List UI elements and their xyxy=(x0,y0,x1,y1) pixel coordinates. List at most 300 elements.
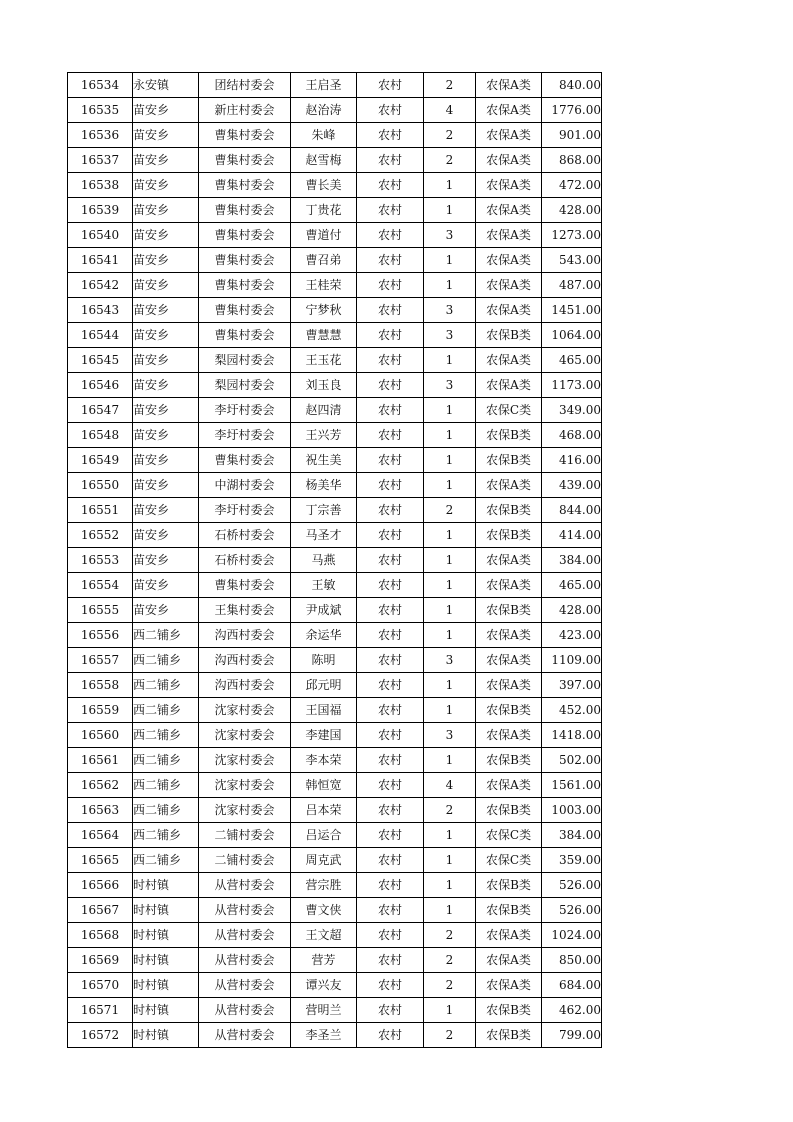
household-count-cell: 3 xyxy=(424,223,476,248)
amount-cell: 526.00 xyxy=(542,873,602,898)
village-committee-cell: 沟西村委会 xyxy=(199,623,291,648)
amount-cell: 465.00 xyxy=(542,348,602,373)
record-id-cell: 16561 xyxy=(68,748,133,773)
table-row xyxy=(68,923,602,948)
amount-cell: 1064.00 xyxy=(542,323,602,348)
table-row xyxy=(68,1023,602,1048)
amount-cell: 397.00 xyxy=(542,673,602,698)
person-name-cell: 营芳 xyxy=(291,948,357,973)
amount-cell: 526.00 xyxy=(542,898,602,923)
residence-type-cell: 农村 xyxy=(357,173,424,198)
person-name-cell: 马燕 xyxy=(291,548,357,573)
amount-cell: 1561.00 xyxy=(542,773,602,798)
town-cell: 苗安乡 xyxy=(133,573,199,598)
household-count-cell: 1 xyxy=(424,848,476,873)
amount-cell: 1003.00 xyxy=(542,798,602,823)
insurance-category-cell: 农保A类 xyxy=(476,148,542,173)
table-row xyxy=(68,648,602,673)
table-row xyxy=(68,773,602,798)
residence-type-cell: 农村 xyxy=(357,398,424,423)
household-count-cell: 4 xyxy=(424,773,476,798)
insurance-category-cell: 农保A类 xyxy=(476,923,542,948)
amount-cell: 1418.00 xyxy=(542,723,602,748)
village-committee-cell: 从营村委会 xyxy=(199,948,291,973)
town-cell: 苗安乡 xyxy=(133,223,199,248)
residence-type-cell: 农村 xyxy=(357,323,424,348)
table-row xyxy=(68,998,602,1023)
amount-cell: 1173.00 xyxy=(542,373,602,398)
household-count-cell: 1 xyxy=(424,823,476,848)
table-row xyxy=(68,198,602,223)
person-name-cell: 曹召弟 xyxy=(291,248,357,273)
table-row xyxy=(68,823,602,848)
table-row xyxy=(68,723,602,748)
record-id-cell: 16562 xyxy=(68,773,133,798)
amount-cell: 799.00 xyxy=(542,1023,602,1048)
record-id-cell: 16551 xyxy=(68,498,133,523)
village-committee-cell: 曹集村委会 xyxy=(199,148,291,173)
insurance-category-cell: 农保B类 xyxy=(476,1023,542,1048)
village-committee-cell: 中湖村委会 xyxy=(199,473,291,498)
amount-cell: 684.00 xyxy=(542,973,602,998)
household-count-cell: 3 xyxy=(424,723,476,748)
town-cell: 苗安乡 xyxy=(133,398,199,423)
town-cell: 苗安乡 xyxy=(133,373,199,398)
town-cell: 西二铺乡 xyxy=(133,623,199,648)
amount-cell: 472.00 xyxy=(542,173,602,198)
record-id-cell: 16550 xyxy=(68,473,133,498)
household-count-cell: 2 xyxy=(424,498,476,523)
village-committee-cell: 从营村委会 xyxy=(199,898,291,923)
table-row xyxy=(68,598,602,623)
town-cell: 时村镇 xyxy=(133,973,199,998)
person-name-cell: 赵雪梅 xyxy=(291,148,357,173)
table-row xyxy=(68,223,602,248)
residence-type-cell: 农村 xyxy=(357,723,424,748)
insurance-category-cell: 农保A类 xyxy=(476,773,542,798)
person-name-cell: 吕本荣 xyxy=(291,798,357,823)
household-count-cell: 1 xyxy=(424,348,476,373)
town-cell: 西二铺乡 xyxy=(133,648,199,673)
residence-type-cell: 农村 xyxy=(357,498,424,523)
record-id-cell: 16570 xyxy=(68,973,133,998)
town-cell: 时村镇 xyxy=(133,948,199,973)
town-cell: 永安镇 xyxy=(133,73,199,98)
household-count-cell: 3 xyxy=(424,373,476,398)
village-committee-cell: 曹集村委会 xyxy=(199,323,291,348)
village-committee-cell: 二铺村委会 xyxy=(199,848,291,873)
village-committee-cell: 曹集村委会 xyxy=(199,223,291,248)
person-name-cell: 赵四清 xyxy=(291,398,357,423)
table-row xyxy=(68,73,602,98)
record-id-cell: 16568 xyxy=(68,923,133,948)
insurance-category-cell: 农保A类 xyxy=(476,348,542,373)
village-committee-cell: 曹集村委会 xyxy=(199,448,291,473)
residence-type-cell: 农村 xyxy=(357,673,424,698)
insurance-category-cell: 农保C类 xyxy=(476,398,542,423)
record-id-cell: 16554 xyxy=(68,573,133,598)
village-committee-cell: 二铺村委会 xyxy=(199,823,291,848)
insurance-category-cell: 农保B类 xyxy=(476,523,542,548)
table-row xyxy=(68,948,602,973)
town-cell: 苗安乡 xyxy=(133,348,199,373)
amount-cell: 349.00 xyxy=(542,398,602,423)
person-name-cell: 谭兴友 xyxy=(291,973,357,998)
household-count-cell: 3 xyxy=(424,323,476,348)
village-committee-cell: 从营村委会 xyxy=(199,973,291,998)
village-committee-cell: 沈家村委会 xyxy=(199,748,291,773)
town-cell: 苗安乡 xyxy=(133,323,199,348)
amount-cell: 1451.00 xyxy=(542,298,602,323)
insurance-category-cell: 农保C类 xyxy=(476,848,542,873)
insurance-category-cell: 农保B类 xyxy=(476,423,542,448)
residence-type-cell: 农村 xyxy=(357,198,424,223)
amount-cell: 468.00 xyxy=(542,423,602,448)
insurance-category-cell: 农保A类 xyxy=(476,973,542,998)
town-cell: 西二铺乡 xyxy=(133,798,199,823)
table-row xyxy=(68,423,602,448)
person-name-cell: 宁梦秋 xyxy=(291,298,357,323)
record-id-cell: 16548 xyxy=(68,423,133,448)
insurance-category-cell: 农保B类 xyxy=(476,448,542,473)
table-row xyxy=(68,523,602,548)
record-id-cell: 16534 xyxy=(68,73,133,98)
village-committee-cell: 沟西村委会 xyxy=(199,648,291,673)
household-count-cell: 1 xyxy=(424,623,476,648)
record-id-cell: 16545 xyxy=(68,348,133,373)
insurance-category-cell: 农保A类 xyxy=(476,73,542,98)
amount-cell: 502.00 xyxy=(542,748,602,773)
amount-cell: 1776.00 xyxy=(542,98,602,123)
residence-type-cell: 农村 xyxy=(357,748,424,773)
person-name-cell: 王兴芳 xyxy=(291,423,357,448)
person-name-cell: 朱峰 xyxy=(291,123,357,148)
record-id-cell: 16566 xyxy=(68,873,133,898)
village-committee-cell: 沈家村委会 xyxy=(199,773,291,798)
residence-type-cell: 农村 xyxy=(357,1023,424,1048)
person-name-cell: 李本荣 xyxy=(291,748,357,773)
town-cell: 西二铺乡 xyxy=(133,823,199,848)
insurance-category-cell: 农保A类 xyxy=(476,123,542,148)
insurance-category-cell: 农保B类 xyxy=(476,873,542,898)
record-id-cell: 16558 xyxy=(68,673,133,698)
amount-cell: 428.00 xyxy=(542,198,602,223)
insurance-category-cell: 农保A类 xyxy=(476,223,542,248)
village-committee-cell: 从营村委会 xyxy=(199,873,291,898)
household-count-cell: 2 xyxy=(424,973,476,998)
residence-type-cell: 农村 xyxy=(357,923,424,948)
person-name-cell: 王国福 xyxy=(291,698,357,723)
residence-type-cell: 农村 xyxy=(357,248,424,273)
amount-cell: 414.00 xyxy=(542,523,602,548)
person-name-cell: 丁宗善 xyxy=(291,498,357,523)
household-count-cell: 3 xyxy=(424,648,476,673)
record-id-cell: 16559 xyxy=(68,698,133,723)
person-name-cell: 邱元明 xyxy=(291,673,357,698)
town-cell: 苗安乡 xyxy=(133,123,199,148)
amount-cell: 462.00 xyxy=(542,998,602,1023)
table-row xyxy=(68,573,602,598)
record-id-cell: 16564 xyxy=(68,823,133,848)
table-row xyxy=(68,448,602,473)
town-cell: 时村镇 xyxy=(133,998,199,1023)
household-count-cell: 4 xyxy=(424,98,476,123)
town-cell: 时村镇 xyxy=(133,898,199,923)
amount-cell: 868.00 xyxy=(542,148,602,173)
residence-type-cell: 农村 xyxy=(357,223,424,248)
insurance-category-cell: 农保B类 xyxy=(476,998,542,1023)
person-name-cell: 营宗胜 xyxy=(291,873,357,898)
residence-type-cell: 农村 xyxy=(357,448,424,473)
person-name-cell: 祝生美 xyxy=(291,448,357,473)
table-row xyxy=(68,398,602,423)
person-name-cell: 李建国 xyxy=(291,723,357,748)
record-id-cell: 16539 xyxy=(68,198,133,223)
residence-type-cell: 农村 xyxy=(357,898,424,923)
person-name-cell: 王桂荣 xyxy=(291,273,357,298)
household-count-cell: 1 xyxy=(424,573,476,598)
record-id-cell: 16572 xyxy=(68,1023,133,1048)
household-count-cell: 1 xyxy=(424,273,476,298)
residence-type-cell: 农村 xyxy=(357,148,424,173)
village-committee-cell: 梨园村委会 xyxy=(199,373,291,398)
town-cell: 苗安乡 xyxy=(133,423,199,448)
insurance-category-cell: 农保A类 xyxy=(476,198,542,223)
household-count-cell: 1 xyxy=(424,748,476,773)
person-name-cell: 王玉花 xyxy=(291,348,357,373)
record-id-cell: 16542 xyxy=(68,273,133,298)
insurance-category-cell: 农保A类 xyxy=(476,248,542,273)
insurance-category-cell: 农保A类 xyxy=(476,723,542,748)
household-count-cell: 2 xyxy=(424,73,476,98)
town-cell: 苗安乡 xyxy=(133,198,199,223)
village-committee-cell: 曹集村委会 xyxy=(199,198,291,223)
record-id-cell: 16549 xyxy=(68,448,133,473)
residence-type-cell: 农村 xyxy=(357,598,424,623)
insurance-category-cell: 农保B类 xyxy=(476,698,542,723)
town-cell: 苗安乡 xyxy=(133,498,199,523)
village-committee-cell: 李圩村委会 xyxy=(199,498,291,523)
record-id-cell: 16567 xyxy=(68,898,133,923)
amount-cell: 439.00 xyxy=(542,473,602,498)
person-name-cell: 余运华 xyxy=(291,623,357,648)
household-count-cell: 1 xyxy=(424,398,476,423)
amount-cell: 428.00 xyxy=(542,598,602,623)
insurance-category-cell: 农保A类 xyxy=(476,948,542,973)
household-count-cell: 2 xyxy=(424,923,476,948)
town-cell: 时村镇 xyxy=(133,1023,199,1048)
record-id-cell: 16560 xyxy=(68,723,133,748)
person-name-cell: 丁贵花 xyxy=(291,198,357,223)
person-name-cell: 尹成斌 xyxy=(291,598,357,623)
town-cell: 苗安乡 xyxy=(133,523,199,548)
record-id-cell: 16571 xyxy=(68,998,133,1023)
village-committee-cell: 曹集村委会 xyxy=(199,298,291,323)
amount-cell: 850.00 xyxy=(542,948,602,973)
amount-cell: 901.00 xyxy=(542,123,602,148)
allowance-table xyxy=(67,72,602,1048)
person-name-cell: 马圣才 xyxy=(291,523,357,548)
amount-cell: 416.00 xyxy=(542,448,602,473)
town-cell: 苗安乡 xyxy=(133,473,199,498)
person-name-cell: 周克武 xyxy=(291,848,357,873)
insurance-category-cell: 农保A类 xyxy=(476,98,542,123)
town-cell: 西二铺乡 xyxy=(133,773,199,798)
insurance-category-cell: 农保A类 xyxy=(476,623,542,648)
table-row xyxy=(68,173,602,198)
record-id-cell: 16546 xyxy=(68,373,133,398)
residence-type-cell: 农村 xyxy=(357,73,424,98)
residence-type-cell: 农村 xyxy=(357,573,424,598)
residence-type-cell: 农村 xyxy=(357,523,424,548)
household-count-cell: 1 xyxy=(424,473,476,498)
household-count-cell: 1 xyxy=(424,548,476,573)
town-cell: 苗安乡 xyxy=(133,173,199,198)
record-id-cell: 16535 xyxy=(68,98,133,123)
table-row xyxy=(68,373,602,398)
village-committee-cell: 沈家村委会 xyxy=(199,723,291,748)
table-row xyxy=(68,548,602,573)
insurance-category-cell: 农保A类 xyxy=(476,298,542,323)
person-name-cell: 王敏 xyxy=(291,573,357,598)
record-id-cell: 16544 xyxy=(68,323,133,348)
record-id-cell: 16540 xyxy=(68,223,133,248)
town-cell: 苗安乡 xyxy=(133,148,199,173)
village-committee-cell: 沈家村委会 xyxy=(199,698,291,723)
town-cell: 时村镇 xyxy=(133,873,199,898)
residence-type-cell: 农村 xyxy=(357,973,424,998)
village-committee-cell: 沟西村委会 xyxy=(199,673,291,698)
village-committee-cell: 从营村委会 xyxy=(199,998,291,1023)
town-cell: 西二铺乡 xyxy=(133,748,199,773)
residence-type-cell: 农村 xyxy=(357,348,424,373)
residence-type-cell: 农村 xyxy=(357,623,424,648)
town-cell: 苗安乡 xyxy=(133,548,199,573)
amount-cell: 384.00 xyxy=(542,823,602,848)
household-count-cell: 1 xyxy=(424,523,476,548)
amount-cell: 359.00 xyxy=(542,848,602,873)
insurance-category-cell: 农保A类 xyxy=(476,548,542,573)
person-name-cell: 曹道付 xyxy=(291,223,357,248)
insurance-category-cell: 农保A类 xyxy=(476,273,542,298)
village-committee-cell: 新庄村委会 xyxy=(199,98,291,123)
residence-type-cell: 农村 xyxy=(357,648,424,673)
village-committee-cell: 梨园村委会 xyxy=(199,348,291,373)
table-row xyxy=(68,148,602,173)
table-row xyxy=(68,698,602,723)
village-committee-cell: 从营村委会 xyxy=(199,1023,291,1048)
amount-cell: 423.00 xyxy=(542,623,602,648)
residence-type-cell: 农村 xyxy=(357,273,424,298)
village-committee-cell: 王集村委会 xyxy=(199,598,291,623)
table-body xyxy=(68,73,602,1048)
village-committee-cell: 曹集村委会 xyxy=(199,273,291,298)
person-name-cell: 吕运合 xyxy=(291,823,357,848)
town-cell: 西二铺乡 xyxy=(133,673,199,698)
residence-type-cell: 农村 xyxy=(357,848,424,873)
table-row xyxy=(68,973,602,998)
household-count-cell: 2 xyxy=(424,1023,476,1048)
residence-type-cell: 农村 xyxy=(357,423,424,448)
amount-cell: 465.00 xyxy=(542,573,602,598)
person-name-cell: 曹长美 xyxy=(291,173,357,198)
residence-type-cell: 农村 xyxy=(357,373,424,398)
insurance-category-cell: 农保B类 xyxy=(476,898,542,923)
town-cell: 时村镇 xyxy=(133,923,199,948)
record-id-cell: 16552 xyxy=(68,523,133,548)
household-count-cell: 2 xyxy=(424,123,476,148)
table-row xyxy=(68,348,602,373)
table-row xyxy=(68,498,602,523)
record-id-cell: 16569 xyxy=(68,948,133,973)
household-count-cell: 1 xyxy=(424,898,476,923)
household-count-cell: 1 xyxy=(424,198,476,223)
town-cell: 苗安乡 xyxy=(133,98,199,123)
household-count-cell: 1 xyxy=(424,423,476,448)
residence-type-cell: 农村 xyxy=(357,123,424,148)
table-row xyxy=(68,273,602,298)
household-count-cell: 1 xyxy=(424,998,476,1023)
town-cell: 苗安乡 xyxy=(133,273,199,298)
record-id-cell: 16537 xyxy=(68,148,133,173)
residence-type-cell: 农村 xyxy=(357,948,424,973)
insurance-category-cell: 农保A类 xyxy=(476,173,542,198)
household-count-cell: 3 xyxy=(424,298,476,323)
residence-type-cell: 农村 xyxy=(357,798,424,823)
insurance-category-cell: 农保A类 xyxy=(476,573,542,598)
table-row xyxy=(68,848,602,873)
insurance-category-cell: 农保B类 xyxy=(476,748,542,773)
village-committee-cell: 李圩村委会 xyxy=(199,423,291,448)
amount-cell: 844.00 xyxy=(542,498,602,523)
residence-type-cell: 农村 xyxy=(357,823,424,848)
table-row xyxy=(68,623,602,648)
person-name-cell: 营明兰 xyxy=(291,998,357,1023)
table-row xyxy=(68,323,602,348)
village-committee-cell: 曹集村委会 xyxy=(199,123,291,148)
person-name-cell: 赵治涛 xyxy=(291,98,357,123)
household-count-cell: 2 xyxy=(424,148,476,173)
record-id-cell: 16565 xyxy=(68,848,133,873)
insurance-category-cell: 农保B类 xyxy=(476,598,542,623)
record-id-cell: 16556 xyxy=(68,623,133,648)
amount-cell: 1024.00 xyxy=(542,923,602,948)
table-row xyxy=(68,98,602,123)
record-id-cell: 16538 xyxy=(68,173,133,198)
table-row xyxy=(68,748,602,773)
household-count-cell: 2 xyxy=(424,798,476,823)
person-name-cell: 刘玉良 xyxy=(291,373,357,398)
table-row xyxy=(68,798,602,823)
amount-cell: 487.00 xyxy=(542,273,602,298)
amount-cell: 543.00 xyxy=(542,248,602,273)
household-count-cell: 1 xyxy=(424,248,476,273)
person-name-cell: 李圣兰 xyxy=(291,1023,357,1048)
person-name-cell: 曹文侠 xyxy=(291,898,357,923)
person-name-cell: 韩恒宽 xyxy=(291,773,357,798)
table-row xyxy=(68,873,602,898)
household-count-cell: 1 xyxy=(424,873,476,898)
record-id-cell: 16557 xyxy=(68,648,133,673)
insurance-category-cell: 农保B类 xyxy=(476,798,542,823)
record-id-cell: 16536 xyxy=(68,123,133,148)
amount-cell: 1109.00 xyxy=(542,648,602,673)
record-id-cell: 16541 xyxy=(68,248,133,273)
village-committee-cell: 曹集村委会 xyxy=(199,573,291,598)
record-id-cell: 16543 xyxy=(68,298,133,323)
village-committee-cell: 沈家村委会 xyxy=(199,798,291,823)
table-row xyxy=(68,473,602,498)
